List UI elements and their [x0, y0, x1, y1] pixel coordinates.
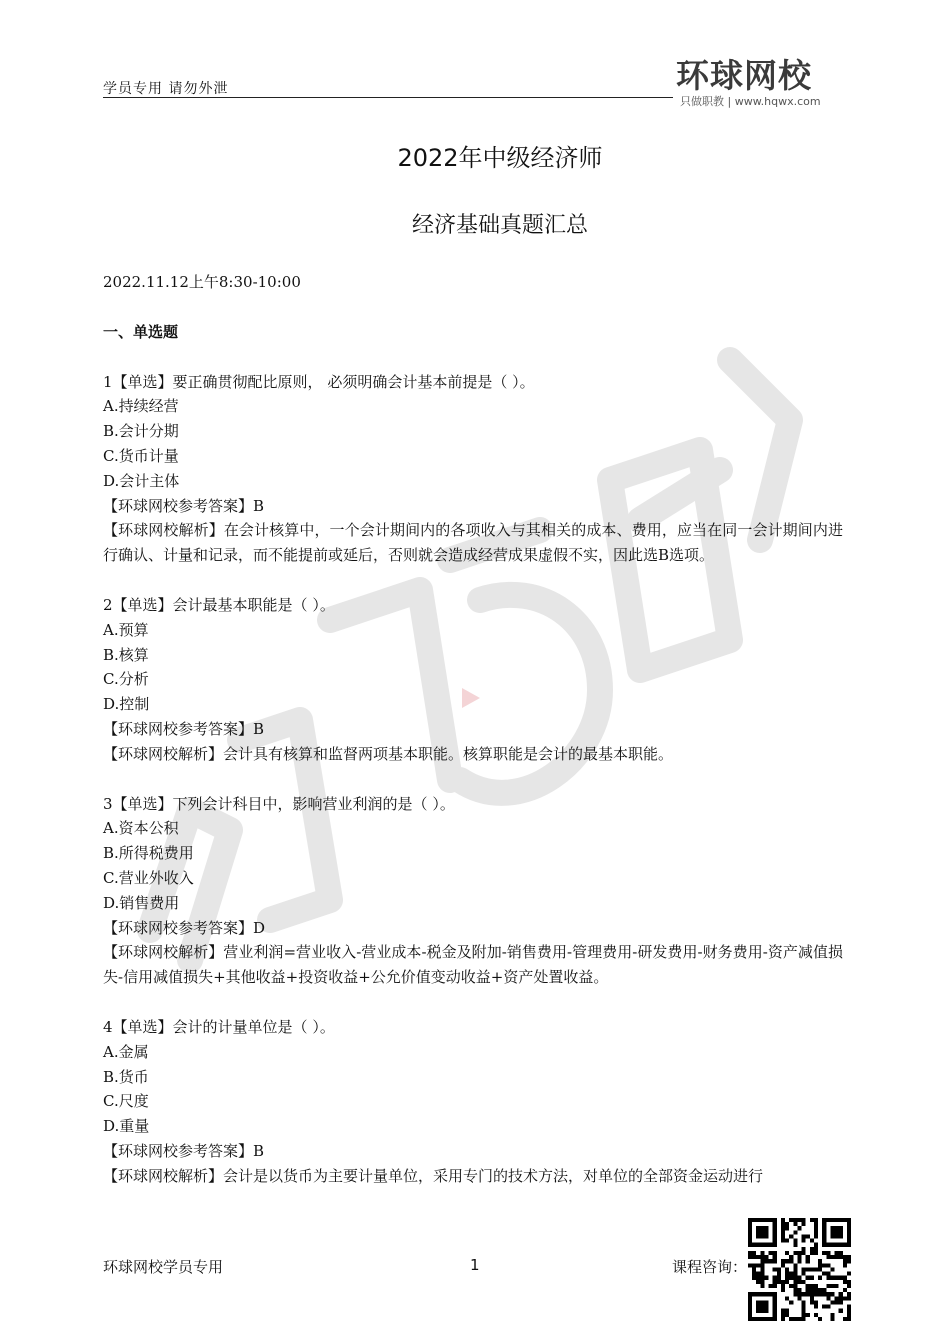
logo-wordmark: 环球网校 — [676, 56, 812, 95]
qr-code[interactable] — [748, 1218, 851, 1321]
page-number: 1 — [470, 1256, 480, 1274]
option-d: D.销售费用 — [103, 893, 180, 912]
header-rule — [103, 97, 673, 98]
answer: 【环球网校参考答案】D — [103, 918, 266, 937]
question-2 — [103, 593, 843, 767]
answer: 【环球网校参考答案】B — [103, 496, 265, 515]
question-4 — [103, 1015, 843, 1189]
question-stem: 1【单选】要正确贯彻配比原则， 必须明确会计基本前提是（ ）。 — [103, 372, 535, 391]
exam-date: 2022.11.12上午8:30-10:00 — [103, 273, 301, 291]
option-b: B.会计分期 — [103, 422, 179, 441]
question-stem: 4【单选】会计的计量单位是（ ）。 — [103, 1017, 335, 1036]
question-1 — [103, 370, 843, 568]
question-3 — [103, 792, 843, 990]
analysis: 【环球网校解析】会计具有核算和监督两项基本职能。核算职能是会计的最基本职能。 — [103, 744, 674, 763]
option-c: C.营业外收入 — [103, 868, 194, 887]
option-b: B.货币 — [103, 1067, 149, 1086]
document-title: 2022年中级经济师 — [397, 144, 603, 172]
brand-logo — [676, 50, 846, 110]
answer: 【环球网校参考答案】B — [103, 719, 265, 738]
option-c: C.尺度 — [103, 1092, 149, 1111]
option-b: B.核算 — [103, 645, 149, 664]
document-subtitle: 经济基础真题汇总 — [411, 213, 588, 238]
option-a: A.金属 — [103, 1042, 149, 1061]
option-b: B.所得税费用 — [103, 844, 194, 863]
analysis: 【环球网校解析】营业利润=营业收入-营业成本-税金及附加-销售费用-管理费用-研发费用-财务费用-资产减值损失-信用减值损失+其他收益+投资收益+公允价值变动收益+资产处置收益。 — [103, 943, 843, 987]
option-a: A.预算 — [103, 620, 149, 639]
question-stem: 2【单选】会计最基本职能是（ ）。 — [103, 595, 335, 614]
option-c: C.分析 — [103, 670, 149, 689]
logo-tagline: 只做职教 | www.hqwx.com — [680, 95, 821, 108]
analysis: 【环球网校解析】会计是以货币为主要计量单位，采用专门的技术方法，对单位的全部资金运动进行 — [103, 1166, 764, 1185]
section-heading: 一、单选题 — [103, 322, 179, 341]
header-confidential-label: 学员专用 请勿外泄 — [103, 81, 229, 97]
question-stem: 3【单选】下列会计科目中，影响营业利润的是（ ）。 — [103, 794, 455, 813]
option-d: D.会计主体 — [103, 471, 180, 490]
course-consult-label: 课程咨询： — [672, 1258, 748, 1276]
option-d: D.控制 — [103, 695, 150, 714]
footer-label: 环球网校学员专用 — [103, 1258, 224, 1276]
document-body — [103, 270, 843, 1189]
analysis: 【环球网校解析】在会计核算中，一个会计期间内的各项收入与其相关的成本、费用，应当在同一会计期间内进行确认、计量和记录，而不能提前或延后，否则就会造成经营成果虚假不实，因此选B选项。 — [103, 521, 843, 565]
option-a: A.资本公积 — [103, 819, 179, 838]
option-d: D.重量 — [103, 1117, 150, 1136]
option-c: C.货币计量 — [103, 446, 179, 465]
option-a: A.持续经营 — [103, 397, 179, 416]
answer: 【环球网校参考答案】B — [103, 1141, 265, 1160]
